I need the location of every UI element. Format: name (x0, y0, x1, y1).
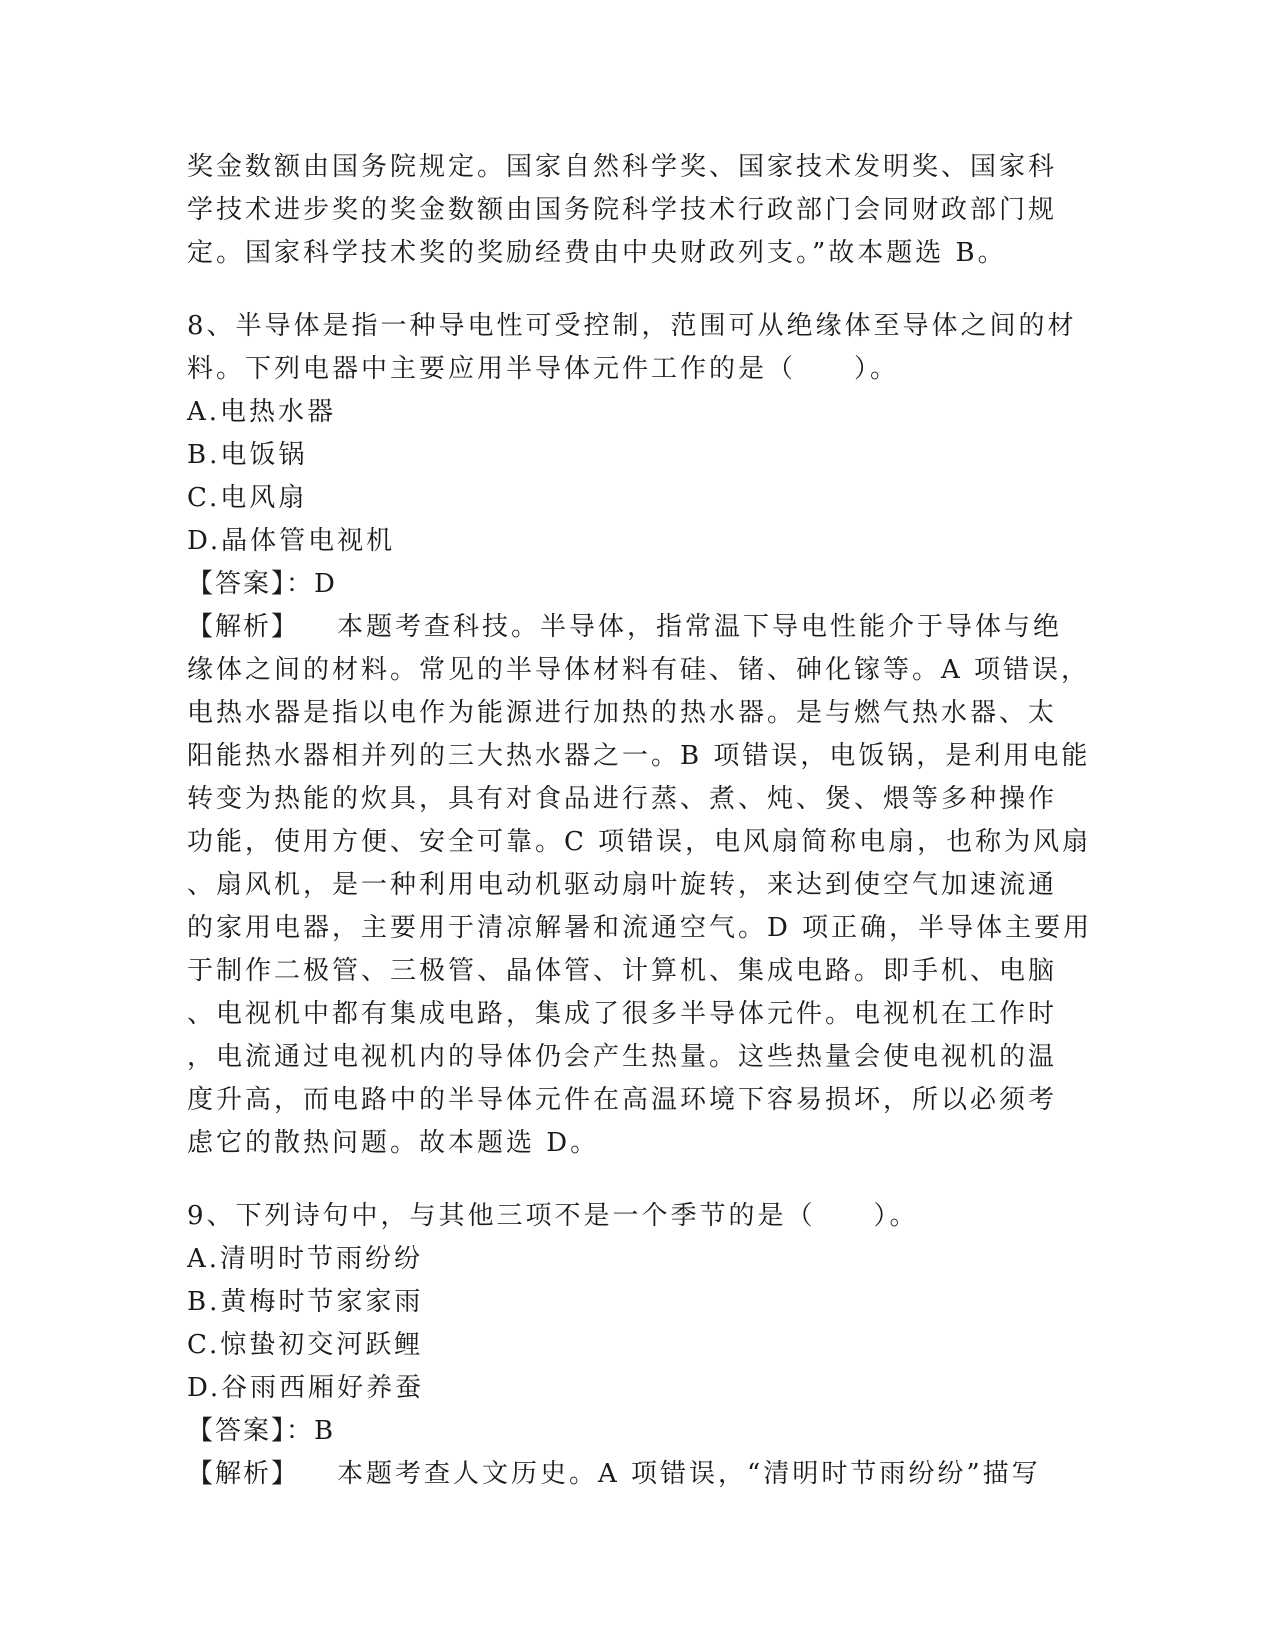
option-c: C.电风扇 (187, 483, 308, 513)
answer-line (187, 1410, 1087, 1453)
prev-analysis-block (187, 146, 1087, 275)
analysis-line: 转变为热能的炊具，具有对食品进行蒸、煮、炖、煲、煨等多种操作 (187, 784, 1058, 814)
text-line: 学技术进步奖的奖金数额由国务院科学技术行政部门会同财政部门规 (187, 195, 1058, 225)
analysis-line: 的家用电器，主要用于清凉解暑和流通空气。D 项正确，半导体主要用 (187, 913, 1093, 943)
analysis-line: ，电流通过电视机内的导体仍会产生热量。这些热量会使电视机的温 (187, 1042, 1058, 1072)
question-stem-line: 料。下列电器中主要应用半导体元件工作的是（ ）。 (187, 354, 900, 384)
analysis-first-line (187, 606, 1087, 649)
option-d: D.晶体管电视机 (187, 526, 396, 556)
option-b: B.电饭锅 (187, 440, 308, 470)
option-a: A.清明时节雨纷纷 (187, 1244, 424, 1274)
analysis-line: 缘体之间的材料。常见的半导体材料有硅、锗、砷化镓等。A 项错误， (187, 655, 1091, 685)
answer-line (187, 563, 1087, 606)
option-c: C.惊蛰初交河跃鲤 (187, 1330, 424, 1360)
option-a: A.电热水器 (187, 397, 337, 427)
text-line: 奖金数额由国务院规定。国家自然科学奖、国家技术发明奖、国家科 (187, 152, 1058, 182)
answer-label: 【答案】： (187, 1416, 315, 1446)
question-8 (187, 305, 1093, 1165)
analysis-label: 【解析】 (187, 612, 300, 642)
answer-value: D (314, 569, 338, 599)
analysis-text: 本题考查人文历史。A 项错误，“清明时节雨纷纷”描写 (337, 1459, 1041, 1489)
analysis-line: 度升高，而电路中的半导体元件在高温环境下容易损坏，所以必须考 (187, 1085, 1058, 1115)
document-page (187, 146, 1093, 1496)
analysis-line: 虑它的散热问题。故本题选 D。 (187, 1128, 600, 1158)
question-9 (187, 1195, 1087, 1496)
answer-label: 【答案】： (187, 569, 315, 599)
option-d: D.谷雨西厢好养蚕 (187, 1373, 425, 1403)
analysis-first-line (187, 1453, 1087, 1496)
analysis-line: 功能，使用方便、安全可靠。C 项错误，电风扇简称电扇，也称为风扇 (187, 827, 1092, 857)
text-line: 定。国家科学技术奖的奖励经费由中央财政列支。”故本题选 B。 (187, 238, 1007, 268)
analysis-line: 、电视机中都有集成电路，集成了很多半导体元件。电视机在工作时 (187, 999, 1058, 1029)
analysis-label: 【解析】 (187, 1459, 300, 1489)
analysis-line: 阳能热水器相并列的三大热水器之一。B 项错误，电饭锅，是利用电能 (187, 741, 1091, 771)
question-stem-line: 8、半导体是指一种导电性可受控制，范围可从绝缘体至导体之间的材 (187, 311, 1077, 341)
analysis-line: 电热水器是指以电作为能源进行加热的热水器。是与燃气热水器、太 (187, 698, 1058, 728)
answer-value: B (314, 1416, 337, 1446)
analysis-line: 于制作二极管、三极管、晶体管、计算机、集成电路。即手机、电脑 (187, 956, 1058, 986)
question-stem-line: 9、下列诗句中，与其他三项不是一个季节的是（ ）。 (187, 1201, 919, 1231)
analysis-line: 、扇风机，是一种利用电动机驱动扇叶旋转，来达到使空气加速流通 (187, 870, 1058, 900)
option-b: B.黄梅时节家家雨 (187, 1287, 424, 1317)
analysis-text: 本题考查科技。半导体，指常温下导电性能介于导体与绝 (337, 612, 1063, 642)
